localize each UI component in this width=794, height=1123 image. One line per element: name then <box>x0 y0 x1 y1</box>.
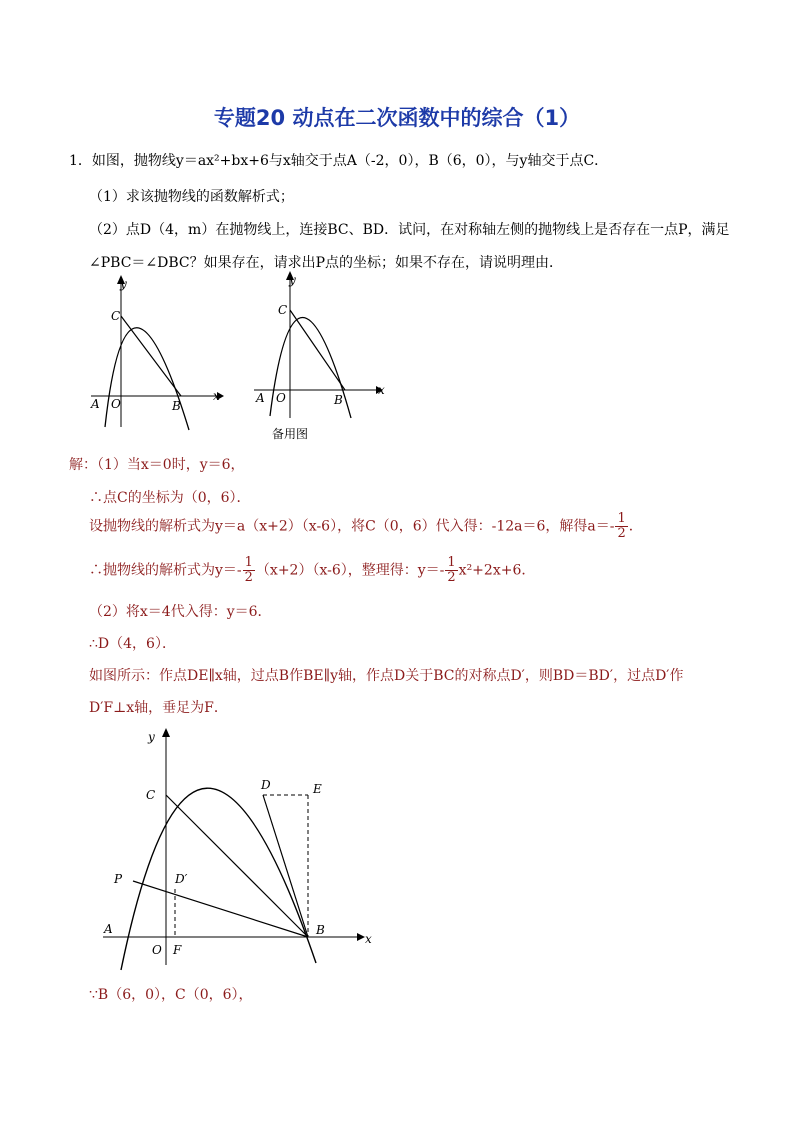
solution-line-1: 解：（1）当x＝0时，y＝6， <box>69 457 245 473</box>
segment-bc <box>166 795 308 937</box>
label-x: x <box>213 389 220 403</box>
solution-line-3-text: 设抛物线的解析式为y＝a（x+2）（x-6），将C（0，6）代入得：-12a＝6，解得a＝- <box>89 518 615 535</box>
parabola <box>105 328 189 430</box>
fraction-numerator: 1 <box>617 511 626 526</box>
problem-part2-line1: （2）点D（4，m）在抛物线上，连接BC、BD．试问，在对称轴左侧的抛物线上是否存在一点P，满足 <box>89 222 730 238</box>
label-c: C <box>111 309 121 323</box>
label-y: y <box>120 277 127 291</box>
label-b: B <box>172 399 181 413</box>
label-c: C <box>146 788 156 802</box>
label-o: O <box>152 943 162 957</box>
solution-line-3-end: ． <box>628 518 643 535</box>
label-p: P <box>114 872 123 886</box>
solution-line-2: ∴点C的坐标为（0，6）． <box>89 490 251 506</box>
label-a: A <box>91 397 100 411</box>
fraction-one-half <box>445 556 457 585</box>
fraction-one-half <box>243 556 255 585</box>
label-e: E <box>313 782 322 796</box>
fraction-numerator: 1 <box>447 555 456 570</box>
solution-line-4 <box>89 556 535 585</box>
label-y: y <box>289 273 296 287</box>
label-o: O <box>111 397 121 411</box>
solution-line-3 <box>89 512 643 541</box>
solution-line-8: D′F⊥x轴，垂足为F． <box>89 700 228 716</box>
spare-figure <box>248 268 393 443</box>
fraction-denominator: 2 <box>447 570 456 585</box>
label-d: D <box>261 778 271 792</box>
segment-bc <box>290 310 345 390</box>
label-d-prime: D′ <box>175 872 188 886</box>
segment-pb <box>133 881 308 937</box>
page-title: 专题20 动点在二次函数中的综合（1） <box>213 106 581 130</box>
solution-line-4-mid: （x+2）（x-6），整理得：y＝- <box>255 562 445 579</box>
segment-bd <box>263 795 308 937</box>
label-y: y <box>148 730 155 744</box>
fraction-denominator: 2 <box>244 570 253 585</box>
problem-part1: （1）求该抛物线的函数解析式； <box>89 189 294 205</box>
label-b: B <box>334 393 343 407</box>
label-x: x <box>365 932 372 946</box>
label-a: A <box>256 391 265 405</box>
fraction-one-half <box>615 512 627 541</box>
solution-line-6: ∴D（4，6）． <box>89 636 176 652</box>
problem-stem: 1．如图，抛物线y＝ax²+bx+6与x轴交于点A（-2，0），B（6，0），与y轴交于点C． <box>69 153 609 169</box>
figure-caption: 备用图 <box>272 427 309 441</box>
label-x: x <box>378 383 385 397</box>
problem-figure <box>85 272 225 432</box>
solution-line-7: 如图所示：作点DE∥x轴，过点B作BE∥y轴，作点D关于BC的对称点D′，则BD＝BD′，过点D′作 <box>89 668 684 684</box>
fraction-denominator: 2 <box>617 526 626 541</box>
x-axis-arrow <box>357 933 365 941</box>
solution-line-4-post: x²+2x+6． <box>458 562 536 579</box>
solution-line-4-pre: ∴抛物线的解析式为y＝- <box>89 562 242 579</box>
label-f: F <box>173 943 182 957</box>
parabola <box>121 788 316 970</box>
y-axis-arrow <box>162 728 170 737</box>
label-a: A <box>104 922 113 936</box>
segment-bc <box>121 316 181 396</box>
label-c: C <box>278 303 288 317</box>
solution-line-9: ∵B（6，0），C（0，6）， <box>89 987 253 1003</box>
problem-part2-line2: ∠PBC＝∠DBC？如果存在，请求出P点的坐标；如果不存在，请说明理由． <box>89 255 564 271</box>
solution-figure <box>95 725 385 975</box>
solution-line-5: （2）将x＝4代入得：y＝6． <box>89 604 272 620</box>
fraction-numerator: 1 <box>244 555 253 570</box>
label-o: O <box>276 391 286 405</box>
label-b: B <box>316 923 325 937</box>
